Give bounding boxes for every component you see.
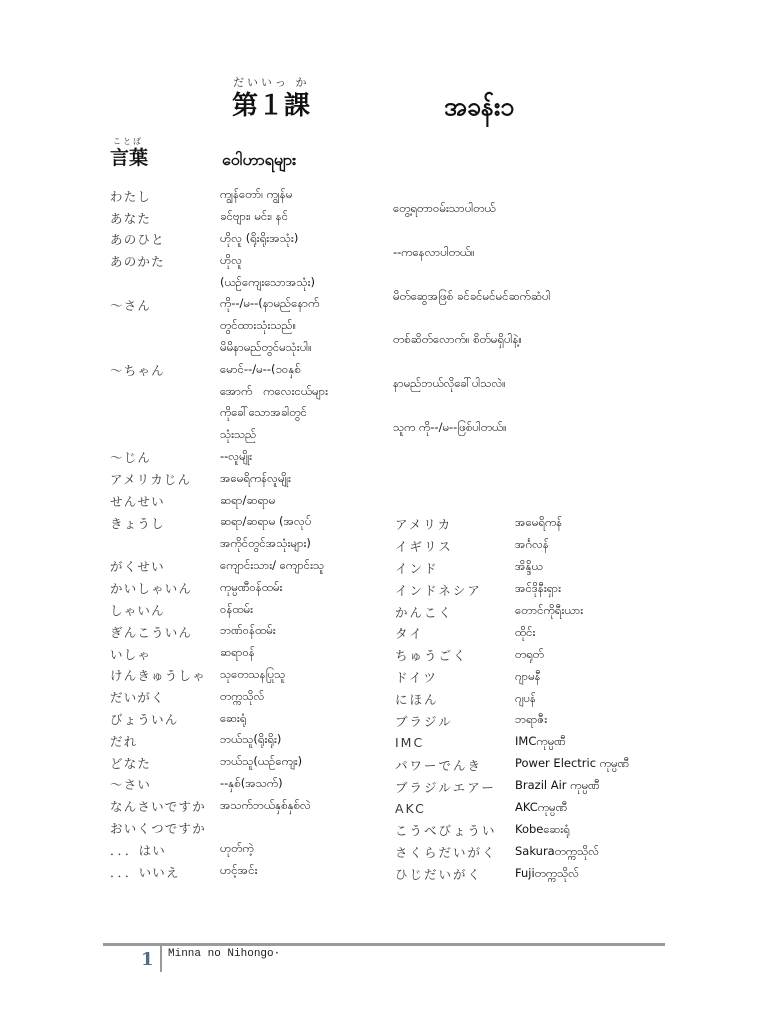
vocab-row — [110, 359, 400, 381]
vocab-row — [110, 338, 400, 360]
country-japanese: イギリス — [395, 538, 453, 554]
vocab-burmese: ဆေးရုံ — [220, 710, 247, 725]
country-list — [395, 513, 755, 885]
vocab-burmese: အသက်ဘယ်နှစ်နှစ်လဲ — [220, 797, 311, 812]
country-row — [395, 754, 755, 776]
vocab-japanese: けんきゅうしゃ — [110, 668, 206, 684]
page-number: 1 — [141, 949, 154, 970]
vocab-burmese: ကျောင်းသား/ ကျောင်းသူ — [220, 557, 325, 572]
phrase-item: နာမည်ဘယ်လိုခေါ်ပါသလဲ။ — [393, 376, 506, 391]
vocab-burmese: ဟင့်အင်း — [220, 863, 258, 878]
phrase-item: သူက ကို--/မ--ဖြစ်ပါတယ်။ — [393, 419, 507, 434]
vocab-row — [110, 643, 400, 665]
country-japanese: AKC — [395, 801, 426, 817]
vocab-heading-furigana: ことば — [113, 137, 143, 146]
vocab-row — [110, 534, 400, 556]
country-row — [395, 863, 755, 885]
country-burmese: ဂျပန် — [515, 690, 536, 705]
vocab-japanese: どなた — [110, 755, 152, 771]
country-japanese: ドイツ — [395, 670, 438, 686]
country-japanese: IMC — [395, 735, 425, 751]
country-japanese: こうべびょうい — [395, 823, 497, 839]
vocab-burmese: အောက် ကလေးငယ်များ — [220, 383, 329, 398]
vocab-japanese: あのかた — [110, 254, 165, 270]
country-burmese: အင်ဒိုနီးရှား — [515, 581, 562, 596]
vocab-japanese: アメリカじん — [110, 472, 192, 488]
vocab-japanese: わたし — [110, 188, 152, 204]
phrase-item: တစ်ဆိတ်လောက်။ စိတ်မရှိပါနဲ့။ — [393, 332, 522, 347]
country-burmese: Sakuraတက္ကသိုလ် — [515, 843, 600, 858]
vocab-row — [110, 621, 400, 643]
country-burmese: Kobeဆေးရုံ — [515, 821, 570, 836]
vocab-japanese: きょうし — [110, 515, 165, 531]
vocab-row — [110, 686, 400, 708]
country-row — [395, 644, 755, 666]
vocab-burmese: ဘယ်သူ(ယဉ်ကျေး) — [220, 754, 303, 769]
vocab-burmese: ခင်ဗျား၊ မင်း၊ နင် — [220, 209, 289, 224]
vocab-japanese: ．．．はい — [110, 842, 167, 858]
vocab-row — [110, 294, 400, 316]
country-burmese: အမေရိကန် — [515, 515, 563, 530]
country-burmese: Power Electric ကုမ္ပဏီ — [515, 756, 630, 771]
vocab-row — [110, 185, 400, 207]
country-burmese: ထိုင်း — [515, 624, 536, 639]
country-japanese: タイ — [395, 626, 424, 642]
vocab-burmese: ကုမ္ပဏီဝန်ထမ်း — [220, 579, 283, 594]
vocab-row — [110, 447, 400, 469]
country-japanese: かんこく — [395, 604, 454, 620]
vocab-burmese: ဘယ်သူ(ရိုးရိုး) — [220, 732, 282, 747]
country-burmese: တရုတ် — [515, 646, 544, 661]
vocab-japanese: がくせい — [110, 559, 165, 575]
vocab-burmese: သုတေသနပြုသူ — [220, 666, 286, 681]
country-row — [395, 535, 755, 557]
vocab-japanese: なんさいですか — [110, 799, 206, 815]
lesson-title-japanese: 第１課 — [232, 91, 311, 121]
vocab-row — [110, 468, 400, 490]
vocab-japanese: びょういん — [110, 712, 179, 728]
vocab-burmese: အမေရိကန်လူမျိုး — [220, 470, 291, 485]
country-row — [395, 666, 755, 688]
country-burmese: Fujiတက္ကသိုလ် — [515, 865, 580, 880]
vocab-burmese: တွင်ထားသုံးသည်။ — [220, 318, 297, 333]
vocab-row — [110, 839, 400, 861]
country-row — [395, 579, 755, 601]
vocab-row — [110, 207, 400, 229]
vocab-burmese: (ယဉ်ကျေးသောအသုံး) — [220, 274, 315, 289]
country-japanese: インドネシア — [395, 582, 482, 598]
country-row — [395, 841, 755, 863]
country-row — [395, 513, 755, 535]
vocab-burmese: ဆရာဝန် — [220, 645, 255, 660]
phrase-list — [393, 197, 753, 460]
vocab-burmese: ဟိုလူ (ရိုးရိုးအသုံး) — [220, 230, 299, 245]
footer-rule — [103, 943, 665, 946]
vocab-burmese: ဟုတ်ကဲ့ — [220, 841, 254, 856]
vocab-row — [110, 316, 400, 338]
vocab-burmese: မိမိနာမည်တွင်မသုံးပါ။ — [220, 339, 312, 354]
phrase-item: --ကနေလာပါတယ်။ — [393, 244, 475, 259]
country-japanese: ちゅうごく — [395, 648, 468, 664]
country-row — [395, 688, 755, 710]
footer-book-title: Minna no Nihongo· — [168, 948, 281, 960]
vocab-row — [110, 817, 400, 839]
country-row — [395, 601, 755, 623]
vocab-burmese: ဟိုလူ — [220, 252, 243, 267]
vocab-japanese: せんせい — [110, 494, 165, 510]
vocab-japanese: あなた — [110, 210, 152, 226]
vocab-burmese: ဆရာ/ဆရာမ (အလုပ် — [220, 514, 312, 529]
country-burmese: ဘရာဇီး — [515, 712, 548, 727]
vocab-burmese: ကို--/မ--(နာမည်နောက် — [220, 296, 320, 311]
country-burmese: Brazil Air ကုမ္ပဏီ — [515, 778, 600, 793]
vocab-burmese: သုံးသည် — [220, 427, 257, 442]
phrase-item: တွေ့ရတာဝမ်းသာပါတယ် — [393, 201, 496, 215]
vocab-row — [110, 381, 400, 403]
vocab-burmese: ဝန်ထမ်း — [220, 601, 254, 616]
country-row — [395, 622, 755, 644]
country-row — [395, 732, 755, 754]
country-row — [395, 776, 755, 798]
vocab-burmese: --လူမျိုး — [220, 448, 253, 463]
country-japanese: ブラジルエアー — [395, 779, 496, 795]
country-burmese: အိန္ဒိယ — [515, 559, 543, 574]
vocab-row — [110, 795, 400, 817]
vocab-row — [110, 752, 400, 774]
vocab-burmese: မောင်--/မ--(၁၀နှစ် — [220, 361, 301, 376]
vocab-japanese: ～さん — [110, 297, 152, 313]
vocab-japanese: ～ちゃん — [110, 363, 165, 379]
vocab-japanese: だいがく — [110, 690, 165, 706]
vocab-burmese: ဘဏ်ဝန်ထမ်း — [220, 623, 276, 638]
country-row — [395, 819, 755, 841]
vocab-burmese: ဆရာ/ဆရာမ — [220, 492, 276, 507]
vocab-japanese: かいしゃいん — [110, 581, 193, 597]
vocab-row — [110, 250, 400, 272]
country-row — [395, 798, 755, 820]
vocab-row — [110, 774, 400, 796]
country-burmese: AKCကုမ္ပဏီ — [515, 800, 568, 815]
country-japanese: にほん — [395, 692, 439, 708]
vocab-heading-japanese: 言葉 — [110, 147, 149, 169]
vocab-japanese: ．．．いいえ — [110, 864, 180, 880]
country-burmese: အင်္ဂလန် — [515, 537, 549, 552]
vocab-japanese: ～さい — [110, 777, 152, 793]
vocab-row — [110, 512, 400, 534]
vocab-japanese: おいくつですか — [110, 821, 206, 836]
country-japanese: インド — [395, 560, 439, 576]
lesson-title-burmese: အခန်း၁ — [444, 92, 515, 121]
country-row — [395, 710, 755, 732]
vocab-row — [110, 403, 400, 425]
country-row — [395, 557, 755, 579]
vocab-japanese: ぎんこういん — [110, 624, 193, 640]
country-japanese: ひじだいがく — [395, 867, 483, 883]
vocab-burmese: အကိုင်တွင်အသုံးများ) — [220, 536, 311, 551]
vocab-row — [110, 272, 400, 294]
vocab-row — [110, 665, 400, 687]
vocab-burmese: ကိုခေါ်သောအခါတွင် — [220, 405, 307, 420]
vocab-row — [110, 229, 400, 251]
vocab-row — [110, 708, 400, 730]
vocab-japanese: だれ — [110, 733, 138, 749]
country-burmese: ဂျာမနီ — [515, 668, 541, 683]
vocab-japanese: あのひと — [110, 232, 165, 248]
vocab-row — [110, 599, 400, 621]
vocab-burmese: --နှစ်(အသက်) — [220, 775, 283, 790]
vocab-row — [110, 861, 400, 883]
country-japanese: ブラジル — [395, 713, 453, 729]
vocab-row — [110, 577, 400, 599]
vocabulary-list — [110, 185, 400, 883]
vocab-burmese: ကျွန်တော်၊ ကျွန်မ — [220, 187, 293, 202]
country-japanese: パワーでんき — [395, 757, 483, 773]
vocab-japanese: しゃいん — [110, 603, 165, 619]
vocab-row — [110, 556, 400, 578]
footer-divider — [160, 945, 162, 972]
vocab-heading-burmese: ဝေါဟာရများ — [222, 150, 297, 169]
vocab-japanese: ～じん — [110, 450, 152, 466]
lesson-title-furigana: だいいっ か — [233, 76, 310, 89]
country-japanese: さくらだいがく — [395, 845, 497, 861]
country-japanese: アメリカ — [395, 516, 453, 532]
vocab-row — [110, 490, 400, 512]
vocab-burmese: တက္ကသိုလ် — [220, 688, 265, 703]
vocab-row — [110, 425, 400, 447]
country-burmese: တောင်ကိုရီးယား — [515, 603, 584, 617]
country-burmese: IMCကုမ္ပဏီ — [515, 734, 566, 749]
vocab-row — [110, 730, 400, 752]
phrase-item: မိတ်ဆွေအဖြစ် ခင်ခင်မင်မင်ဆက်ဆံပါ — [393, 288, 551, 303]
vocab-japanese: いしゃ — [110, 646, 152, 662]
